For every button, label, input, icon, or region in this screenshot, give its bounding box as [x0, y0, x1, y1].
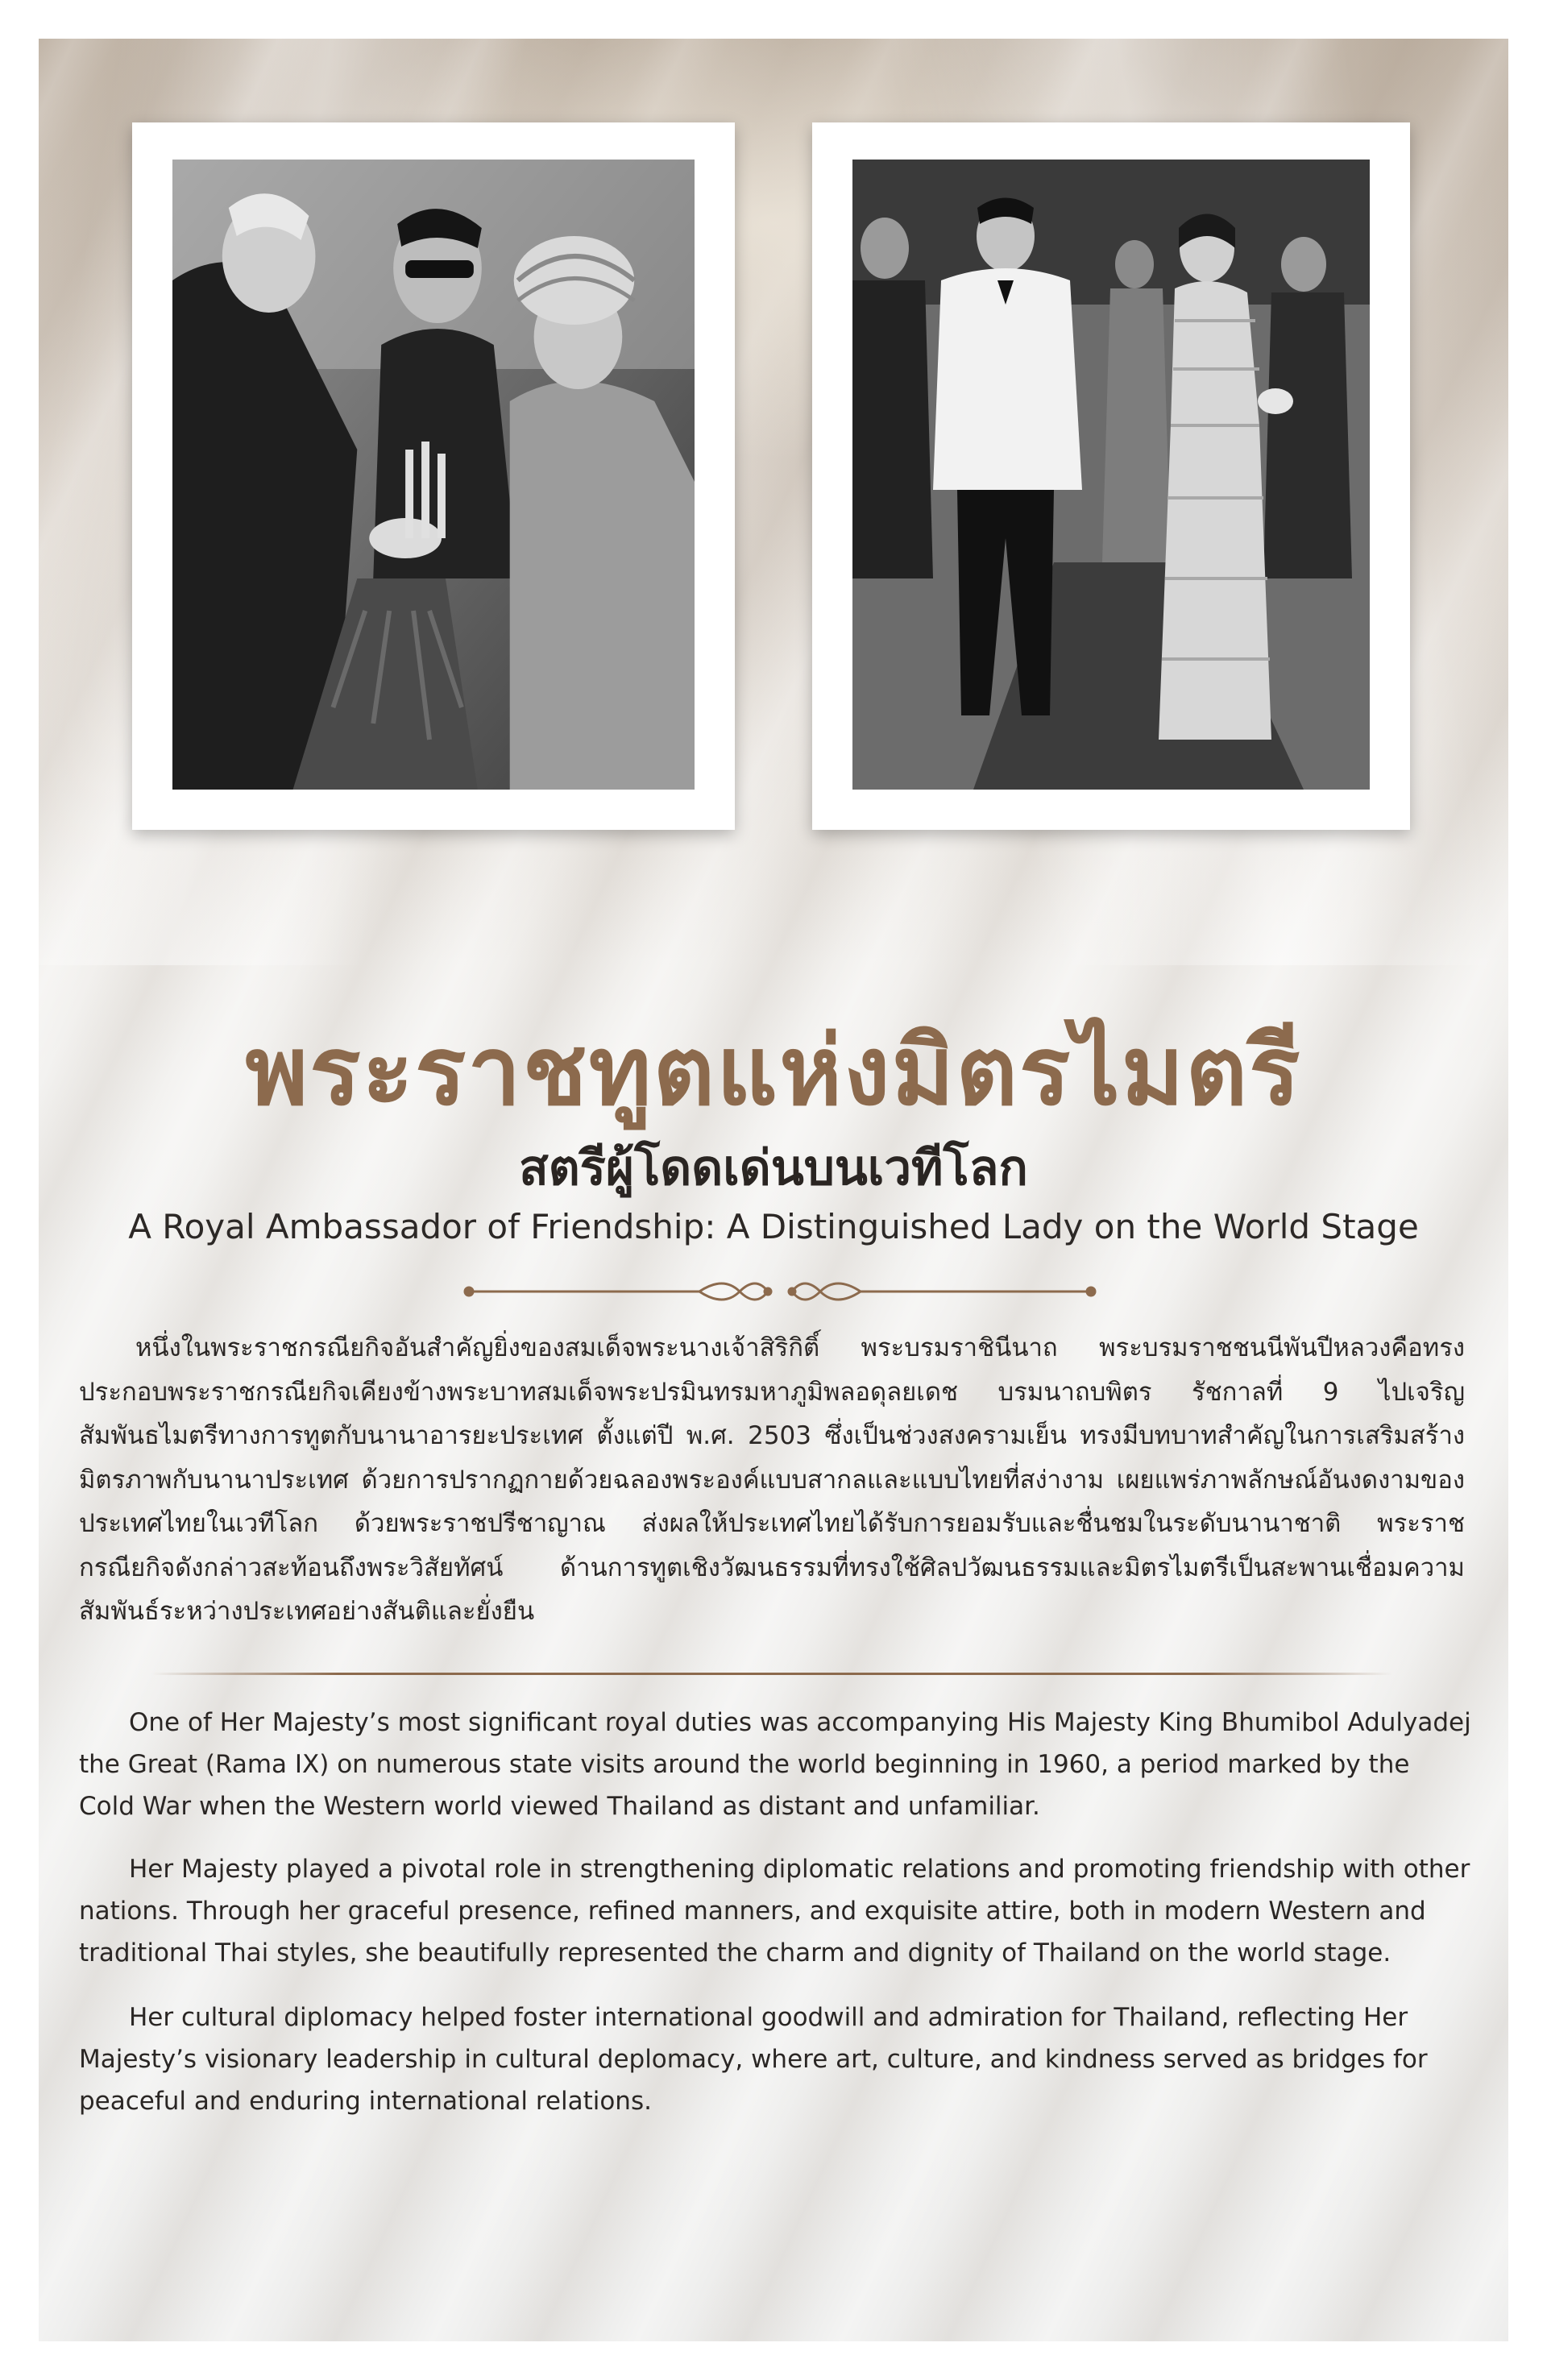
- body-english-paragraph-3: Her cultural diplomacy helped foster international goodwill and admiration for Thailand, reflecting Her Majesty’s visionary leadership in cultural deplomacy, where art, culture, and kindness served as bridges for peaceful and enduring international relations.: [79, 2003, 1428, 2116]
- section-divider: [151, 1673, 1392, 1675]
- subtitle-english: A Royal Ambassador of Friendship: A Distinguished Lady on the World Stage: [128, 1207, 1419, 1246]
- historical-photo-greeting-icon: [172, 160, 695, 790]
- body-english-paragraph-2: Her Majesty played a pivotal role in strengthening diplomatic relations and promoting friendship with other nations. Through her graceful presence, refined manners, and exquisite attire, both in modern Western and traditional Thai styles, she beautifully represented the charm and dignity of Thailand on the world stage.: [79, 1855, 1470, 1967]
- photo-frame-right: [812, 122, 1410, 830]
- ornament-divider-icon: [458, 1271, 1102, 1312]
- historical-photo-gala-icon: [852, 160, 1370, 790]
- poster: [39, 39, 1508, 2341]
- subtitle-thai: สตรีผู้โดดเด่นบนเวทีโลก: [519, 1140, 1028, 1196]
- body-thai-paragraph: หนึ่งในพระราชกรณียกิจอันสำคัญยิ่งของสมเด็จพระนางเจ้าสิริกิติ์ พระบรมราชินีนาถ พระบรมราชชนนีพันปีหลวงคือทรงประกอบพระราชกรณียกิจเคียงข้างพระบาทสมเด็จพระปรมินทรมหาภูมิพลอดุลยเดช บรมนาถบพิตร รัชกาลที่ 9 ไปเจริญสัมพันธไมตรีทางการทูตกับนานาอารยะประเทศ ตั้งแต่ปี พ.ศ. 2503 ซึ่งเป็นช่วงสงครามเย็น ทรงมีบทบาทสำคัญในการเสริมสร้างมิตรภาพกับนานาประเทศ ด้วยการปรากฏกายด้วยฉลองพระองค์แบบสากลและแบบไทยที่สง่างาม เผยแพร่ภาพลักษณ์อันงดงามของประเทศไทยในเวทีโลก ด้วยพระราชปรีชาญาณ ส่งผลให้ประเทศไทยได้รับการยอมรับและชื่นชมในระดับนานาชาติ พระราชกรณียกิจดังกล่าวสะท้อนถึงพระวิสัยทัศน์ ด้านการทูตเชิงวัฒนธรรมที่ทรงใช้ศิลปวัฒนธรรมและมิตรไมตรีเป็นสะพานเชื่อมความสัมพันธ์ระหว่างประเทศอย่างสันติและยั่งยืน: [79, 1333, 1465, 1626]
- photo-frame-left: [132, 122, 735, 830]
- page-title: พระราชทูตแห่งมิตรไมตรี: [245, 1015, 1302, 1126]
- body-english-paragraph-1: One of Her Majesty’s most significant royal duties was accompanying His Majesty King Bhumibol Adulyadej the Great (Rama IX) on numerous state visits around the world beginning in 1960, a period marked by the Cold War when the Western world viewed Thailand as distant and unfamiliar.: [79, 1708, 1471, 1821]
